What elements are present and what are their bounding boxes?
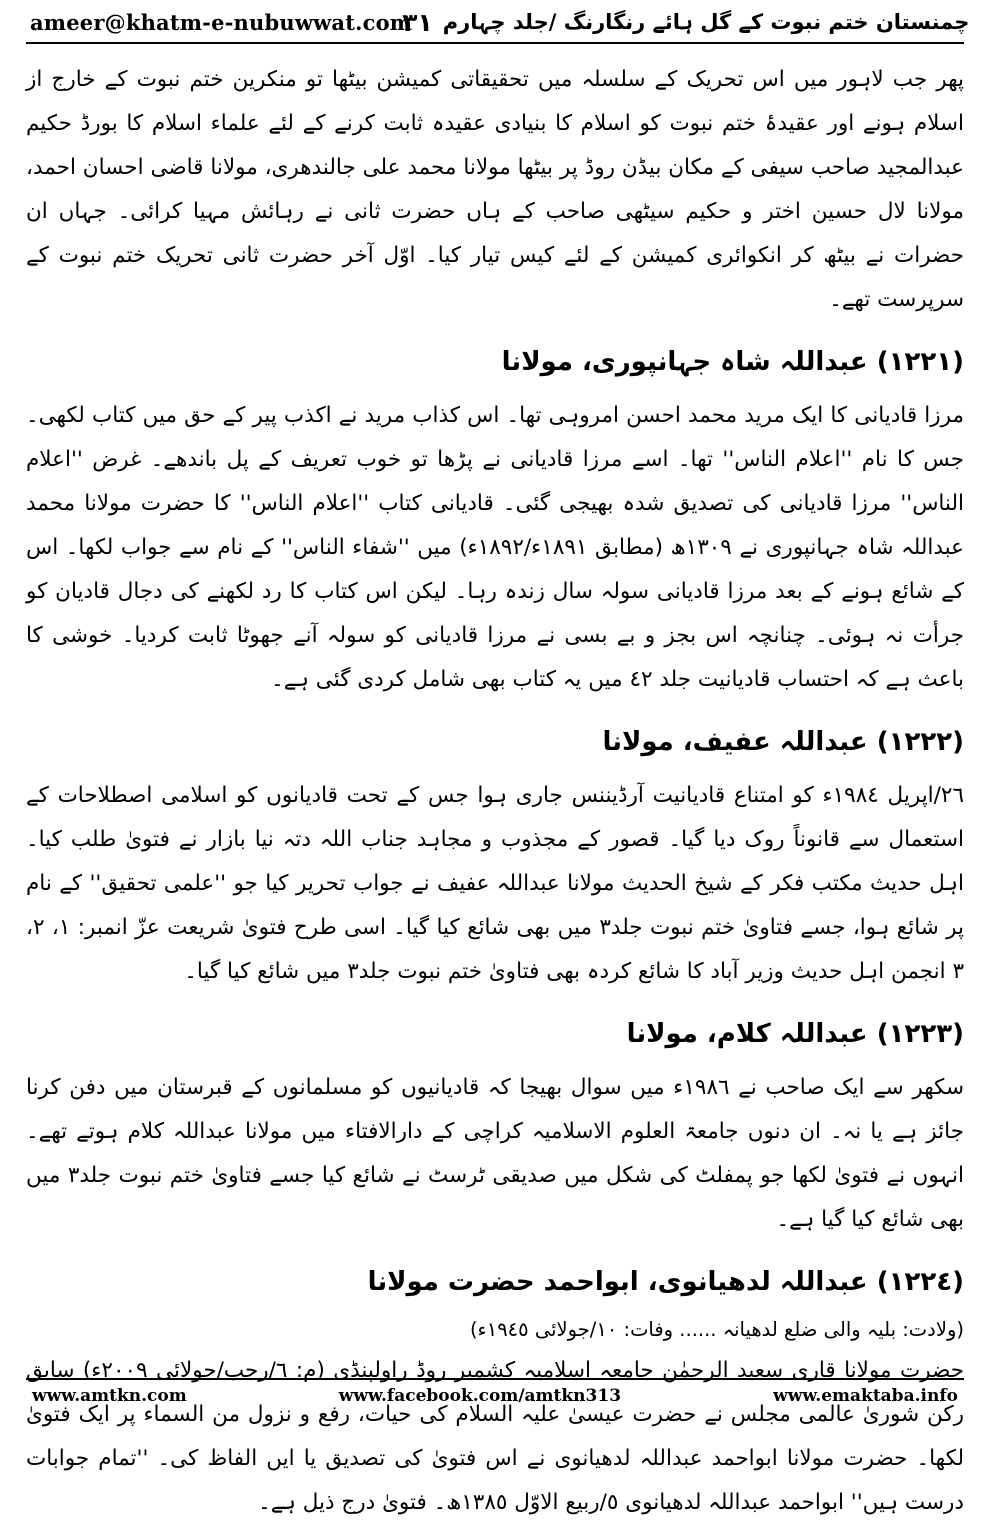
header-email: ameer@khatm-e-nubuwwat.com	[30, 9, 413, 35]
entry-heading-1223: (١٢٢٣) عبداللہ کلام، مولانا	[626, 1019, 964, 1050]
footer-link-facebook[interactable]: www.facebook.com/amtkn313	[338, 1386, 622, 1406]
page-footer-wrap	[26, 1378, 964, 1406]
page-number: ٣١	[402, 7, 433, 37]
entry-dates-1224: (ولادت: بلیہ والی ضلع لدھیانہ ...... وفات: ١٠/جولائی ١٩٤٥ء)	[469, 1317, 964, 1341]
page-footer	[26, 1386, 964, 1406]
entry-paragraph-1224: حضرت مولانا قاری سعید الرحمٰن جامعہ اسلامیہ کشمیر روڈ راولپنڈی (م: ٦/رجب/جولائی ٢٠٠٩ء) سابق رکن شوریٰ عالمی مجلس نے حضرت عیسیٰ علیہ السلام کی حیات، رفع و نزول من السماء پر ایک فتویٰ لکھا۔ حضرت مولانا ابواحمد عبداللہ لدھیانوی نے اس فتویٰ کی تصدیق یا ایں الفاظ کی۔ ''تمام جوابات درست ہیں'' ابواحمد عبداللہ لدھیانوی ٥/ربیع الاوّل ١٣٨٥ھ۔ فتویٰ درج ذیل ہے۔	[26, 1357, 965, 1516]
entry-heading-1222: (١٢٢٢) عبداللہ عفیف، مولانا	[602, 727, 964, 758]
intro-paragraph: پھر جب لاہور میں اس تحریک کے سلسلہ میں تحقیقاتی کمیشن بیٹھا تو منکرین ختم نبوت کے خارج از اسلام ہونے اور عقیدۂ ختم نبوت کو اسلام کا بنیادی عقیدہ ثابت کرنے کے لئے علماء اسلام کا بورڈ حکیم عبدالمجید صاحب سیفی کے مکان بیڈن روڈ پر بیٹھا مولانا محمد علی جالندھری، مولانا قاضی احسان احمد، مولانا لال حسین اختر و حکیم سیٹھی صاحب کے ہاں حضرت ثانی نے رہائش مہیا کرائی۔ جہاں ان حضرات نے بیٹھ کر انکوائری کمیشن کے لئے کیس تیار کیا۔ اوّل آخر حضرت ثانی تحریک ختم نبوت کے سرپرست تھے۔	[26, 67, 964, 313]
page-header	[26, 0, 970, 40]
entry-heading-1224: (١٢٢٤) عبداللہ لدھیانوی، ابواحمد حضرت مولانا	[367, 1267, 964, 1298]
entry-paragraph-1222: ٢٦/اپریل ١٩٨٤ء کو امتناع قادیانیت آرڈیننس جاری ہوا جس کے تحت قادیانوں کو اسلامی اصطلاحات کے استعمال سے قانوناً روک دیا گیا۔ قصور کے مجذوب و مجاہد جناب اللہ دتہ نیا بازار نے فتویٰ طلب کیا۔ اہل حدیث مکتب فکر کے شیخ الحدیث مولانا عبداللہ عفیف نے جواب تحریر کیا جو ''علمی تحقیق'' کے نام پر شائع ہوا، جسے فتاویٰ ختم نبوت جلد٣ میں بھی شائع کیا گیا۔ اسی طرح فتویٰ شریعت عزّ انمبر: ١، ٢، ٣ انجمن اہل حدیث وزیر آباد کا شائع کردہ بھی فتاویٰ ختم نبوت جلد٣ میں شائع کیا گیا۔	[26, 783, 964, 985]
entry-paragraph-1221: مرزا قادیانی کا ایک مرید محمد احسن امروہی تھا۔ اس کذاب مرید نے اکذب پیر کے حق میں کتاب لکھی۔ جس کا نام ''اعلام الناس'' تھا۔ اسے مرزا قادیانی نے پڑھا تو خوب تعریف کے پل باندھے۔ غرض ''اعلام الناس'' مرزا قادیانی کی تصدیق شدہ بھیجی گئی۔ قادیانی کتاب ''اعلام الناس'' کا حضرت مولانا محمد عبداللہ شاہ جہانپوری نے ١٣٠٩ھ (مطابق ١٨٩١ء/١٨٩٢ء) میں ''شفاء الناس'' کے نام سے جواب لکھا۔ اس کے شائع ہونے کے بعد مرزا قادیانی سولہ سال زندہ رہا۔ لیکن اس کتاب کا رد لکھنے کی دجال قادیان کو جرأت نہ ہوئی۔ چنانچہ اس بجز و بے بسی نے مرزا قادیانی کو سولہ آنے جھوٹا ثابت کردیا۔ خوشی کا باعث ہے کہ احتساب قادیانیت جلد ٤٢ میں یہ کتاب بھی شامل کردی گئی ہے۔	[26, 402, 964, 693]
footer-link-emaktaba[interactable]: www.emaktaba.info	[773, 1386, 958, 1406]
entry-heading-1221: (١٢٢١) عبداللہ شاہ جہانپوری، مولانا	[501, 347, 964, 378]
footer-divider	[26, 1378, 964, 1380]
page-content	[26, 44, 964, 1525]
entry-paragraph-1223: سکھر سے ایک صاحب نے ١٩٨٦ء میں سوال بھیجا کہ قادیانیوں کو مسلمانوں کے قبرستان میں دفن کرنا جائز ہے یا نہ۔ ان دنوں جامعۃ العلوم الاسلامیہ کراچی کے دارالافتاء میں مولانا عبداللہ کلام ہوتے تھے۔ انہوں نے فتویٰ لکھا جو پمفلٹ کی شکل میں صدیقی ٹرسٹ نے شائع کیا جسے فتاویٰ ختم نبوت جلد٣ میں بھی شائع کیا گیا ہے۔	[26, 1074, 964, 1233]
book-title: چمنستان ختم نبوت کے گل ہائے رنگارنگ /جلد چہارم	[442, 10, 970, 34]
footer-link-website[interactable]: www.amtkn.com	[32, 1386, 187, 1406]
